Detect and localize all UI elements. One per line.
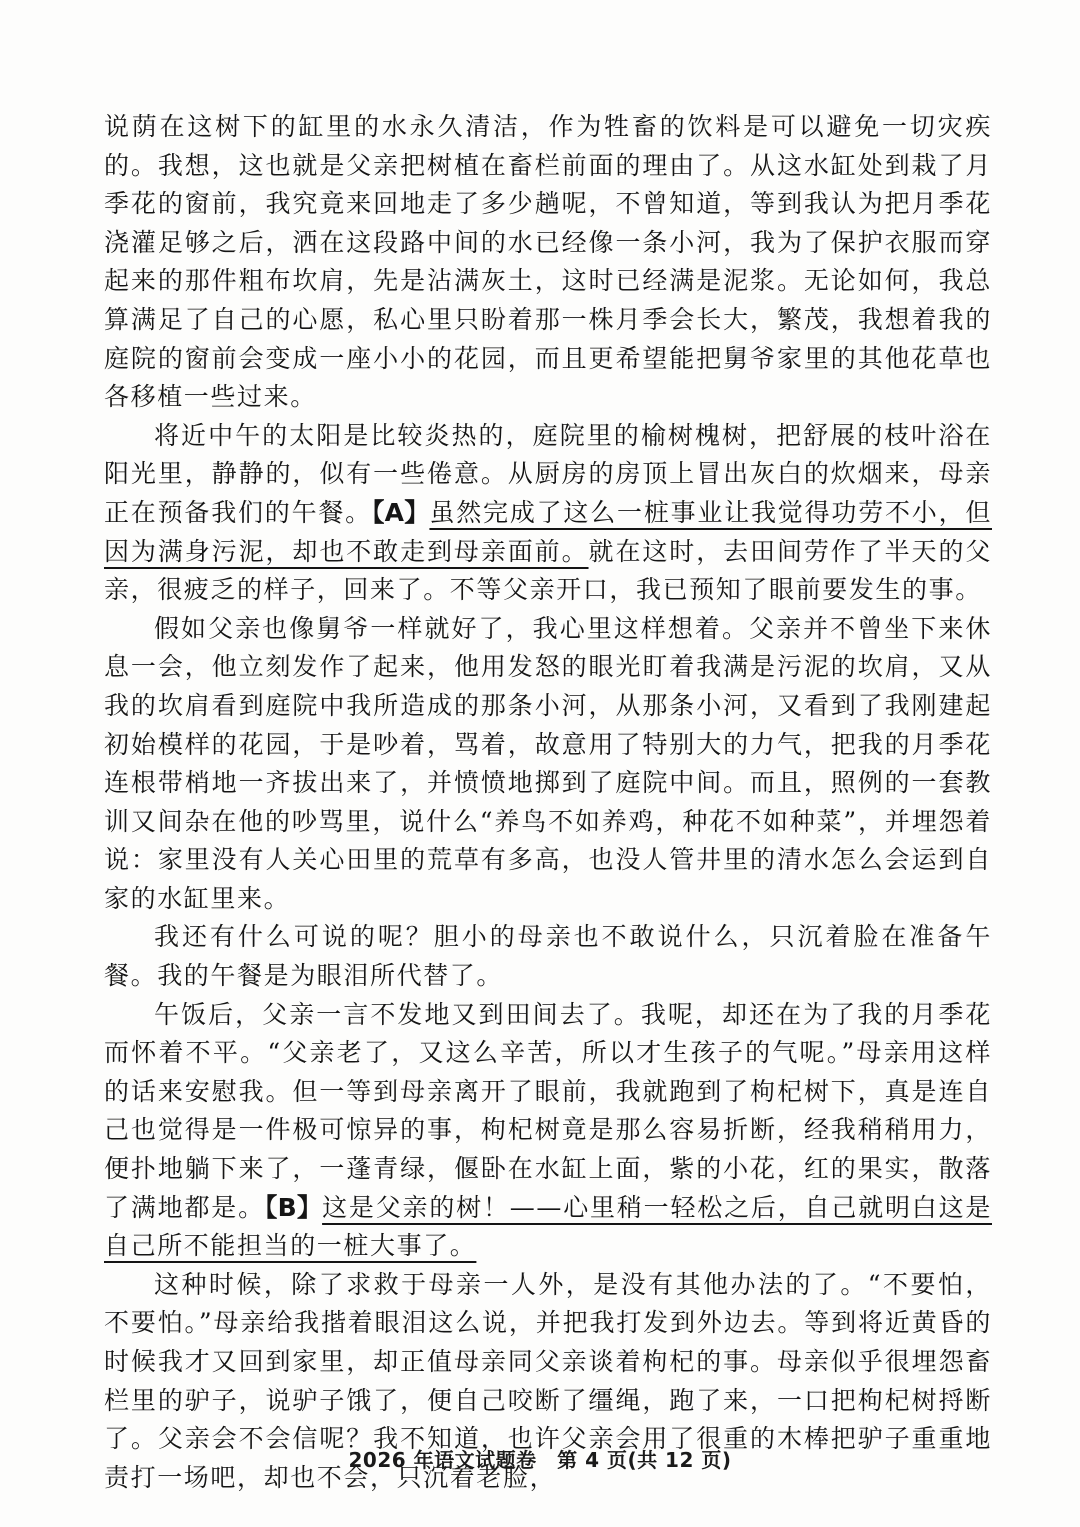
paragraph-1 <box>104 108 992 417</box>
paragraph-4 <box>104 918 992 995</box>
underlined-sentence-a: 虽然完成了这么一桩事业让我觉得功劳不小，但因为满身污泥，却也不敢走到母亲面前。 <box>104 497 992 566</box>
paragraph-6-text: 这种时候，除了求救于母亲一人外，是没有其他办法的了。“不要怕，不要怕。”母亲给我揩着眼泪这么说，并把我打发到外边去。等到将近黄昏的时候我才又回到家里，却正值母亲同父亲谈着枸杞的事。母亲似乎很埋怨畜栏里的驴子，说驴子饿了，便自己咬断了缰绳，跑了来，一口把枸杞树捋断了。父亲会不会信呢？我不知道，也许父亲会用了很重的木棒把驴子重重地责打一场吧，却也不会，只沉着老脸， <box>104 1269 992 1492</box>
paragraph-2-tail: 就在这时，去田间劳作了半天的父亲，很疲乏的样子，回来了。不等父亲开口，我已预知了眼前要发生的事。 <box>104 536 992 605</box>
paragraph-5-text: 午饭后，父亲一言不发地又到田间去了。我呢，却还在为了我的月季花而怀着不平。“父亲老了，又这么辛苦，所以才生孩子的气呢。”母亲用这样的话来安慰我。但一等到母亲离开了眼前，我就跑到了枸杞树下，真是连自己也觉得是一件极可惊异的事，枸杞树竟是那么容易折断，经我稍稍用力，便扑地躺下来了，一蓬青绿，偃卧在水缸上面，紫的小花，红的果实，散落了满地都是。 <box>104 999 992 1222</box>
paragraph-1-text: 说荫在这树下的缸里的水永久清洁，作为牲畜的饮料是可以避免一切灾疾的。我想，这也就是父亲把树植在畜栏前面的理由了。从这水缸处到栽了月季花的窗前，我究竟来回地走了多少趟呢，不曾知道，等到我认为把月季花浇灌足够之后，洒在这段路中间的水已经像一条小河，我为了保护衣服而穿起来的那件粗布坎肩，先是沾满灰土，这时已经满是泥浆。无论如何，我总算满足了自己的心愿，私心里只盼着那一株月季会长大，繁茂，我想着我的庭院的窗前会变成一座小小的花园，而且更希望能把舅爷家里的其他花草也各移植一些过来。 <box>104 112 992 412</box>
paragraph-3 <box>104 610 992 919</box>
underlined-sentence-b: 这是父亲的树！——心里稍一轻松之后，自己就明白这是自己所不能担当的一桩大事了。 <box>104 1192 992 1261</box>
marker-a: 【A】 <box>371 497 430 527</box>
page-footer: 2026 年语文试题卷 第 4 页(共 12 页) <box>348 1448 732 1472</box>
paragraph-2 <box>104 417 992 610</box>
passage-body <box>104 108 992 1497</box>
paragraph-3-text: 假如父亲也像舅爷一样就好了，我心里这样想着。父亲并不曾坐下来休息一会，他立刻发作了起来，他用发怒的眼光盯着我满是污泥的坎肩，又从我的坎肩看到庭院中我所造成的那条小河，从那条小河，又看到了我刚建起初始模样的花园，于是吵着，骂着，故意用了特别大的力气，把我的月季花连根带梢地一齐拔出来了，并愤愤地掷到了庭院中间。而且，照例的一套教训又间杂在他的吵骂里，说什么“养鸟不如养鸡，种花不如种菜”，并埋怨着说：家里没有人关心田里的荒草有多高，也没人管井里的清水怎么会运到自家的水缸里来。 <box>104 613 992 913</box>
paragraph-5 <box>104 996 992 1266</box>
paragraph-2-text: 将近中午的太阳是比较炎热的，庭院里的榆树槐树，把舒展的枝叶浴在阳光里，静静的，似有一些倦意。从厨房的房顶上冒出灰白的炊烟来，母亲正在预备我们的午餐。 <box>104 420 992 527</box>
paragraph-4-text: 我还有什么可说的呢？胆小的母亲也不敢说什么，只沉着脸在准备午餐。我的午餐是为眼泪所代替了。 <box>104 922 992 991</box>
marker-b: 【B】 <box>264 1192 323 1222</box>
